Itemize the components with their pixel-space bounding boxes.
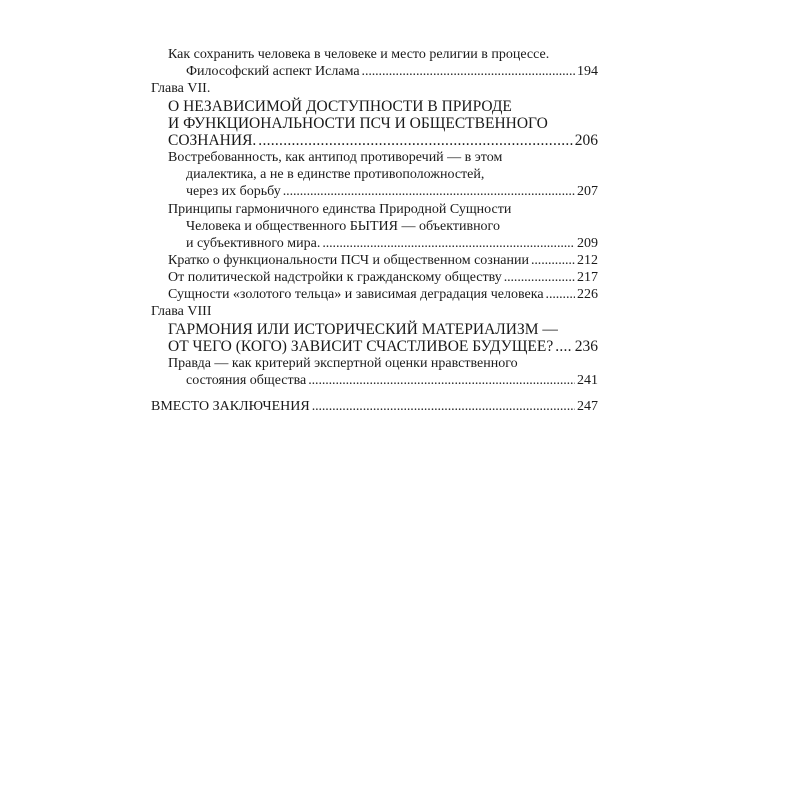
toc-entry-line: Как сохранить человека в человеке и место религии в процессе. xyxy=(168,47,550,62)
toc-entry-civil-society[interactable] xyxy=(168,269,598,287)
dot-leader xyxy=(531,252,575,270)
toc-entry-functionality[interactable] xyxy=(168,252,598,270)
chapter-title-line: О НЕЗАВИСИМОЙ ДОСТУПНОСТИ В ПРИРОДЕ xyxy=(168,98,512,115)
toc-entry-title: через их борьбу xyxy=(186,184,281,199)
toc-entry-chapter-7[interactable] xyxy=(168,131,598,150)
dot-leader xyxy=(546,286,575,304)
toc-entry-golden-calf[interactable] xyxy=(168,286,598,304)
toc-entry-title: состояния общества xyxy=(186,373,307,388)
dot-leader xyxy=(283,183,575,201)
toc-entry-truth[interactable] xyxy=(186,372,598,390)
chapter-title-line: СОЗНАНИЯ. xyxy=(168,132,257,149)
toc-entry-title: и субъективного мира. xyxy=(186,236,321,251)
toc-entry-title: Сущности «золотого тельца» и зависимая деградация человека xyxy=(168,287,544,302)
toc-page-number: 194 xyxy=(577,64,598,79)
dot-leader xyxy=(312,398,575,416)
toc-page-number: 241 xyxy=(577,373,598,388)
chapter-title-line: И ФУНКЦИОНАЛЬНОСТИ ПСЧ И ОБЩЕСТВЕННОГО xyxy=(168,115,548,132)
toc-entry-title: От политической надстройки к гражданскому обществу xyxy=(168,270,502,285)
toc-entry-line: диалектика, а не в единстве противоположностей, xyxy=(186,167,485,182)
toc-entry-title: Кратко о функциональности ПСЧ и общественном сознании xyxy=(168,253,529,268)
toc-entry-line: Востребованность, как антипод противоречий — в этом xyxy=(168,150,503,165)
toc-entry-title: Философский аспект Ислама xyxy=(186,64,360,79)
toc-entry-islam[interactable] xyxy=(186,63,598,81)
toc-entry-line: Принципы гармоничного единства Природной Сущности xyxy=(168,202,512,217)
dot-leader xyxy=(322,235,575,253)
toc-page-number: 236 xyxy=(574,338,598,355)
toc-page-number: 226 xyxy=(577,287,598,302)
toc-entry-conclusion[interactable] xyxy=(151,398,598,416)
toc-page-number: 209 xyxy=(577,236,598,251)
dot-leader xyxy=(308,372,575,390)
chapter-title-line: ОТ ЧЕГО (КОГО) ЗАВИСИТ СЧАСТЛИВОЕ БУДУЩЕЕ? xyxy=(168,338,554,355)
toc-entry-line: Правда — как критерий экспертной оценки нравственного xyxy=(168,356,518,371)
chapter-label: Глава VIII xyxy=(151,304,212,319)
toc-page-number: 207 xyxy=(577,184,598,199)
toc-entry-title: ВМЕСТО ЗАКЛЮЧЕНИЯ xyxy=(151,399,310,414)
dot-leader xyxy=(555,337,573,356)
toc-page-number: 206 xyxy=(574,132,598,149)
chapter-label: Глава VII. xyxy=(151,81,211,96)
toc-entry-dialectics[interactable] xyxy=(186,183,598,201)
toc-entry-line: Человека и общественного БЫТИЯ — объективного xyxy=(186,219,500,234)
dot-leader xyxy=(258,131,572,150)
chapter-title-line: ГАРМОНИЯ ИЛИ ИСТОРИЧЕСКИЙ МАТЕРИАЛИЗМ — xyxy=(168,321,558,338)
toc-page-number: 247 xyxy=(577,399,598,414)
toc-page-number: 212 xyxy=(577,253,598,268)
toc-entry-harmony-principles[interactable] xyxy=(186,235,598,253)
toc-entry-chapter-8[interactable] xyxy=(168,337,598,356)
dot-leader xyxy=(362,63,575,81)
toc-page-number: 217 xyxy=(577,270,598,285)
dot-leader xyxy=(504,269,575,287)
